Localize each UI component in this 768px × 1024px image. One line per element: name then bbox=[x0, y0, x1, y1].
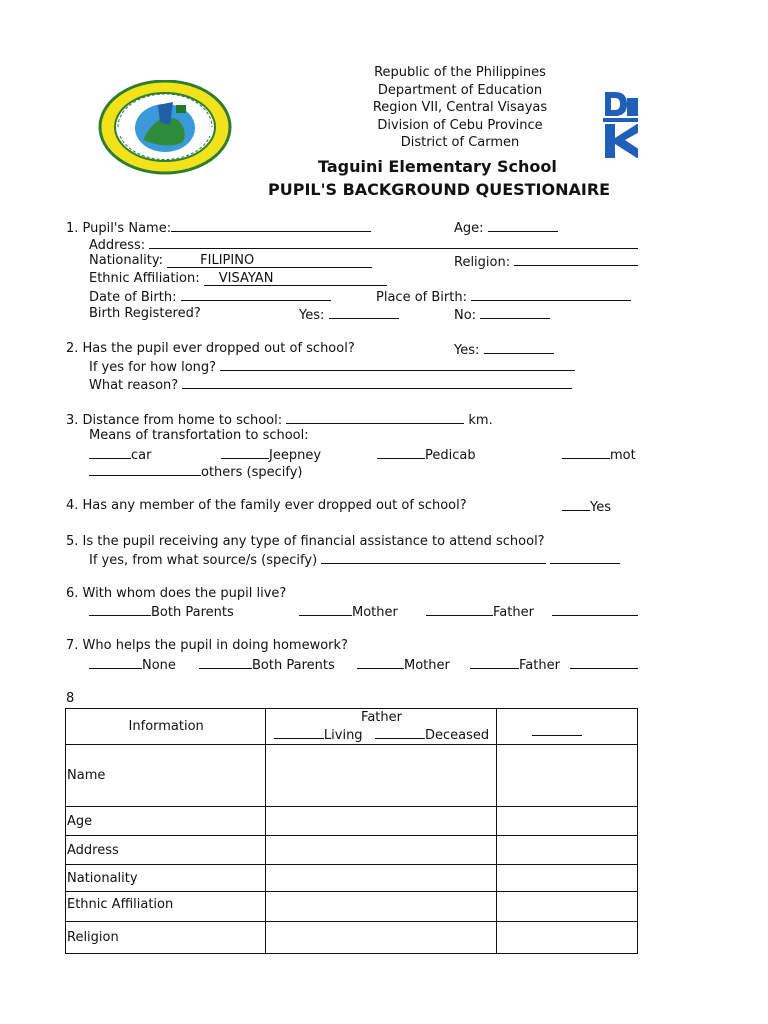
row-label-religion: Religion bbox=[66, 922, 266, 954]
age-label: Age: bbox=[454, 221, 484, 236]
school-name: Taguini Elementary School bbox=[318, 157, 557, 176]
motor-label: mot bbox=[610, 448, 636, 463]
age-field[interactable] bbox=[488, 219, 558, 232]
car-field[interactable] bbox=[89, 446, 131, 459]
jeepney-option bbox=[221, 446, 321, 464]
hw-none-label: None bbox=[142, 658, 176, 673]
pupil-name-row bbox=[66, 219, 371, 237]
age-row bbox=[454, 219, 558, 237]
table-row bbox=[66, 922, 638, 954]
table-row bbox=[66, 836, 638, 865]
live-mother-option bbox=[299, 603, 398, 621]
table-row bbox=[66, 745, 638, 807]
birth-reg-no-field[interactable] bbox=[480, 306, 550, 319]
mother-ethnic-cell[interactable] bbox=[496, 892, 637, 922]
ethnic-row bbox=[89, 271, 387, 287]
header-department: Department of Education bbox=[377, 83, 543, 98]
jeepney-field[interactable] bbox=[221, 446, 269, 459]
father-religion-cell[interactable] bbox=[266, 922, 496, 954]
live-both-field[interactable] bbox=[89, 603, 151, 616]
mother-header bbox=[496, 709, 637, 745]
others-field[interactable] bbox=[89, 463, 201, 476]
dropout-yes-field[interactable] bbox=[484, 341, 554, 354]
hw-father-option bbox=[470, 656, 560, 674]
address-label: Address: bbox=[89, 238, 146, 253]
car-option bbox=[89, 446, 151, 464]
father-living-label: Living bbox=[323, 728, 363, 743]
hw-mother-label: Mother bbox=[404, 658, 450, 673]
father-status-row bbox=[267, 726, 495, 744]
motor-field[interactable] bbox=[562, 446, 610, 459]
live-father-option bbox=[426, 603, 534, 621]
father-deceased-label: Deceased bbox=[424, 728, 490, 743]
distance-row bbox=[66, 411, 493, 429]
live-father-label: Father bbox=[493, 605, 534, 620]
live-mother-field[interactable] bbox=[299, 603, 352, 616]
header-division: Division of Cebu Province bbox=[377, 118, 543, 133]
car-label: car bbox=[131, 448, 152, 463]
mother-nationality-cell[interactable] bbox=[496, 865, 637, 892]
hw-both-label: Both Parents bbox=[252, 658, 335, 673]
financial-question: 5. Is the pupil receiving any type of financial assistance to attend school? bbox=[66, 534, 545, 549]
dob-row bbox=[89, 288, 331, 306]
header-district: District of Carmen bbox=[400, 135, 520, 150]
live-both-label: Both Parents bbox=[151, 605, 234, 620]
reason-label: What reason? bbox=[89, 378, 179, 393]
father-deceased-field[interactable] bbox=[375, 726, 425, 739]
nationality-value: FILIPINO bbox=[200, 253, 255, 268]
nationality-field[interactable] bbox=[167, 254, 372, 268]
pedicab-option bbox=[377, 446, 476, 464]
mother-living-field[interactable] bbox=[532, 723, 582, 736]
mother-religion-cell[interactable] bbox=[496, 922, 637, 954]
header-republic: Republic of the Philippines bbox=[374, 65, 546, 80]
father-label: Father bbox=[361, 710, 402, 725]
form-title: PUPIL'S BACKGROUND QUESTIONAIRE bbox=[268, 180, 611, 199]
father-address-cell[interactable] bbox=[266, 836, 496, 865]
dob-label: Date of Birth: bbox=[89, 290, 177, 305]
father-name-cell[interactable] bbox=[266, 745, 496, 807]
hw-both-option bbox=[199, 656, 335, 674]
live-other-field[interactable] bbox=[552, 603, 638, 616]
pob-label: Place of Birth: bbox=[376, 290, 467, 305]
live-both-option bbox=[89, 603, 234, 621]
father-nationality-cell[interactable] bbox=[266, 865, 496, 892]
hw-none-option bbox=[89, 656, 176, 674]
row-label-nationality: Nationality bbox=[66, 865, 266, 892]
ethnic-field[interactable] bbox=[204, 272, 387, 286]
live-mother-label: Mother bbox=[352, 605, 398, 620]
hw-mother-field[interactable] bbox=[357, 656, 404, 669]
birth-reg-no-row bbox=[454, 306, 550, 324]
row-label-name: Name bbox=[66, 745, 266, 807]
hw-none-field[interactable] bbox=[89, 656, 142, 669]
father-header bbox=[266, 709, 496, 745]
dropout-yes-row bbox=[454, 341, 554, 359]
source-row bbox=[89, 551, 620, 569]
distance-label: 3. Distance from home to school: bbox=[66, 413, 283, 428]
mother-address-cell[interactable] bbox=[496, 836, 637, 865]
live-father-field[interactable] bbox=[426, 603, 493, 616]
table-header-row bbox=[66, 709, 638, 745]
header-region: Region VII, Central Visayas bbox=[372, 100, 548, 115]
department-of-education-seal-icon bbox=[98, 80, 232, 175]
birth-reg-yes-row bbox=[299, 306, 399, 324]
others-label: others (specify) bbox=[201, 465, 303, 480]
hw-other-option bbox=[570, 656, 638, 674]
row-label-ethnic: Ethnic Affiliation bbox=[66, 892, 266, 922]
km-label: km. bbox=[468, 413, 493, 428]
dropout-yes-label: Yes: bbox=[454, 343, 480, 358]
family-dropout-yes-option bbox=[562, 498, 611, 516]
table-row bbox=[66, 892, 638, 922]
family-dropout-question: 4. Has any member of the family ever dropped out of school? bbox=[66, 498, 467, 513]
hw-other-field[interactable] bbox=[570, 656, 638, 669]
ethnic-label: Ethnic Affiliation: bbox=[89, 271, 200, 286]
birth-reg-yes-label: Yes: bbox=[299, 308, 325, 323]
reason-row bbox=[89, 376, 572, 394]
source-field-1[interactable] bbox=[321, 551, 546, 564]
mother-name-cell[interactable] bbox=[496, 745, 637, 807]
father-living-field[interactable] bbox=[274, 726, 324, 739]
source-field-2[interactable] bbox=[550, 551, 620, 564]
reason-field[interactable] bbox=[182, 376, 572, 389]
hw-father-label: Father bbox=[519, 658, 560, 673]
family-dropout-yes-label: Yes bbox=[590, 500, 611, 515]
source-label: If yes, from what source/s (specify) bbox=[89, 553, 318, 568]
hw-father-field[interactable] bbox=[470, 656, 519, 669]
religion-label: Religion: bbox=[454, 255, 511, 270]
parent-info-table bbox=[65, 708, 638, 954]
pob-field[interactable] bbox=[471, 288, 631, 301]
birth-registered-label: Birth Registered? bbox=[89, 306, 201, 321]
row-label-address: Address bbox=[66, 836, 266, 865]
dob-field[interactable] bbox=[181, 288, 331, 301]
table-row bbox=[66, 807, 638, 836]
ethnic-value: VISAYAN bbox=[218, 271, 274, 286]
pupil-name-field[interactable] bbox=[171, 219, 371, 232]
father-ethnic-cell[interactable] bbox=[266, 892, 496, 922]
mother-age-cell[interactable] bbox=[496, 807, 637, 836]
religion-row bbox=[454, 253, 638, 271]
live-other-option bbox=[552, 603, 638, 621]
question-8-number: 8 bbox=[66, 691, 75, 706]
nationality-label: Nationality: bbox=[89, 253, 164, 268]
family-dropout-yes-field[interactable] bbox=[562, 498, 590, 511]
pedicab-label: Pedicab bbox=[425, 448, 476, 463]
dropout-question: 2. Has the pupil ever dropped out of school? bbox=[66, 341, 355, 356]
hw-both-field[interactable] bbox=[199, 656, 252, 669]
father-age-cell[interactable] bbox=[266, 807, 496, 836]
pob-row bbox=[376, 288, 631, 306]
address-row bbox=[89, 236, 638, 254]
birth-reg-yes-field[interactable] bbox=[329, 306, 399, 319]
how-long-field[interactable] bbox=[220, 358, 575, 371]
homework-question: 7. Who helps the pupil in doing homework? bbox=[66, 638, 348, 653]
pedicab-field[interactable] bbox=[377, 446, 425, 459]
address-field[interactable] bbox=[149, 236, 638, 249]
others-option bbox=[89, 463, 303, 481]
table-row bbox=[66, 865, 638, 892]
jeepney-label: Jeepney bbox=[269, 448, 322, 463]
motor-option bbox=[562, 446, 636, 464]
distance-field[interactable] bbox=[286, 411, 464, 424]
birth-reg-no-label: No: bbox=[454, 308, 477, 323]
information-header: Information bbox=[66, 709, 266, 745]
hw-mother-option bbox=[357, 656, 450, 674]
nationality-row bbox=[89, 253, 372, 269]
row-label-age: Age bbox=[66, 807, 266, 836]
how-long-label: If yes for how long? bbox=[89, 360, 217, 375]
pupil-name-label: 1. Pupil's Name: bbox=[66, 221, 172, 236]
how-long-row bbox=[89, 358, 575, 376]
religion-field[interactable] bbox=[514, 253, 638, 266]
live-with-question: 6. With whom does the pupil live? bbox=[66, 586, 287, 601]
means-label: Means of transfortation to school: bbox=[89, 428, 309, 443]
